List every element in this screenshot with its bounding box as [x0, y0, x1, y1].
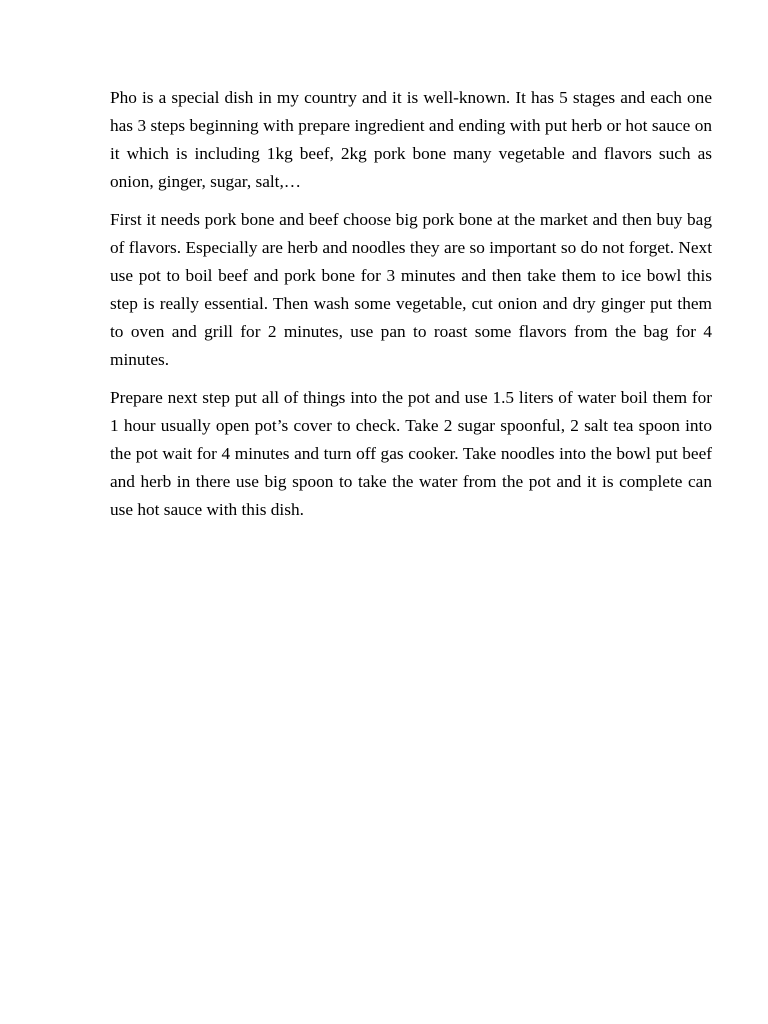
document-body: [110, 84, 712, 534]
paragraph-3: Prepare next step put all of things into the pot and use 1.5 liters of water boil them for 1 hour usually open pot’s cover to check. Take 2 sugar spoonful, 2 salt tea spoon into the pot wait for 4 minutes and turn off gas cooker. Take noodles into the bowl put beef and herb in there use big spoon to take the water from the pot and it is complete can use hot sauce with this dish.: [110, 388, 712, 519]
paragraph-1: Pho is a special dish in my country and it is well-known. It has 5 stages and each one has 3 steps beginning with prepare ingredient and ending with put herb or hot sauce on it which is including 1kg beef, 2kg pork bone many vegetable and flavors such as onion, ginger, sugar, salt,…: [110, 88, 712, 191]
paragraph-2: First it needs pork bone and beef choose big pork bone at the market and then buy bag of flavors. Especially are herb and noodles they are so important so do not forget. Next use pot to boil beef and pork bone for 3 minutes and then take them to ice bowl this step is really essential. Then wash some vegetable, cut onion and dry ginger put them to oven and grill for 2 minutes, use pan to roast some flavors from the bag for 4 minutes.: [110, 210, 712, 369]
